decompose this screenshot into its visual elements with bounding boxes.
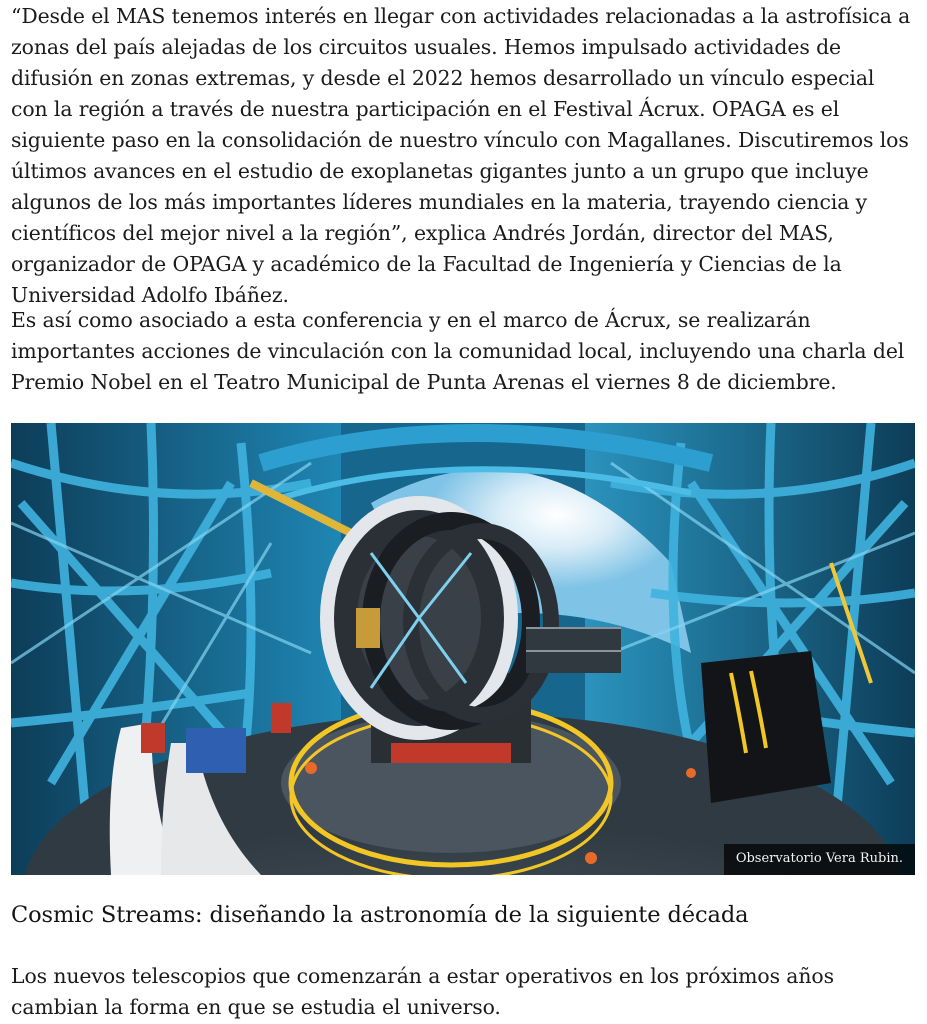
observatory-photo bbox=[11, 423, 915, 875]
article-paragraph-quote: “Desde el MAS tenemos interés en llegar con actividades relacionadas a la astrofísica a zonas del país alejadas de los circuitos usuales. Hemos impulsado actividades de difusión en zonas extremas, y desde el 2022 hemos desarrollado un vínculo especial con la región a través de nuestra participación en el Festival Ácrux. OPAGA es el siguiente paso en la consolidación de nuestro vínculo con Magallanes. Discutiremos los últimos avances en el estudio de exoplanetas gigantes junto a un grupo que incluye algunos de los más importantes líderes mundiales en la materia, trayendo ciencia y científicos del mejor nivel a la región”, explica Andrés Jordán, director del MAS, organizador de OPAGA y académico de la Facultad de Ingeniería y Ciencias de la Universidad Adolfo Ibáñez. bbox=[11, 4, 911, 307]
photo-caption: Observatorio Vera Rubin. bbox=[724, 844, 915, 875]
section-heading: Cosmic Streams: diseñando la astronomía de la siguiente década bbox=[11, 902, 749, 928]
observatory-photo-illustration bbox=[11, 423, 915, 875]
article-paragraph-outreach: Es así como asociado a esta conferencia y en el marco de Ácrux, se realizarán importantes acciones de vinculación con la comunidad local, incluyendo una charla del Premio Nobel en el Teatro Municipal de Punta Arenas el viernes 8 de diciembre. bbox=[11, 308, 905, 394]
section-paragraph: Los nuevos telescopios que comenzarán a estar operativos en los próximos años cambian la forma en que se estudia el universo. bbox=[11, 964, 834, 1019]
